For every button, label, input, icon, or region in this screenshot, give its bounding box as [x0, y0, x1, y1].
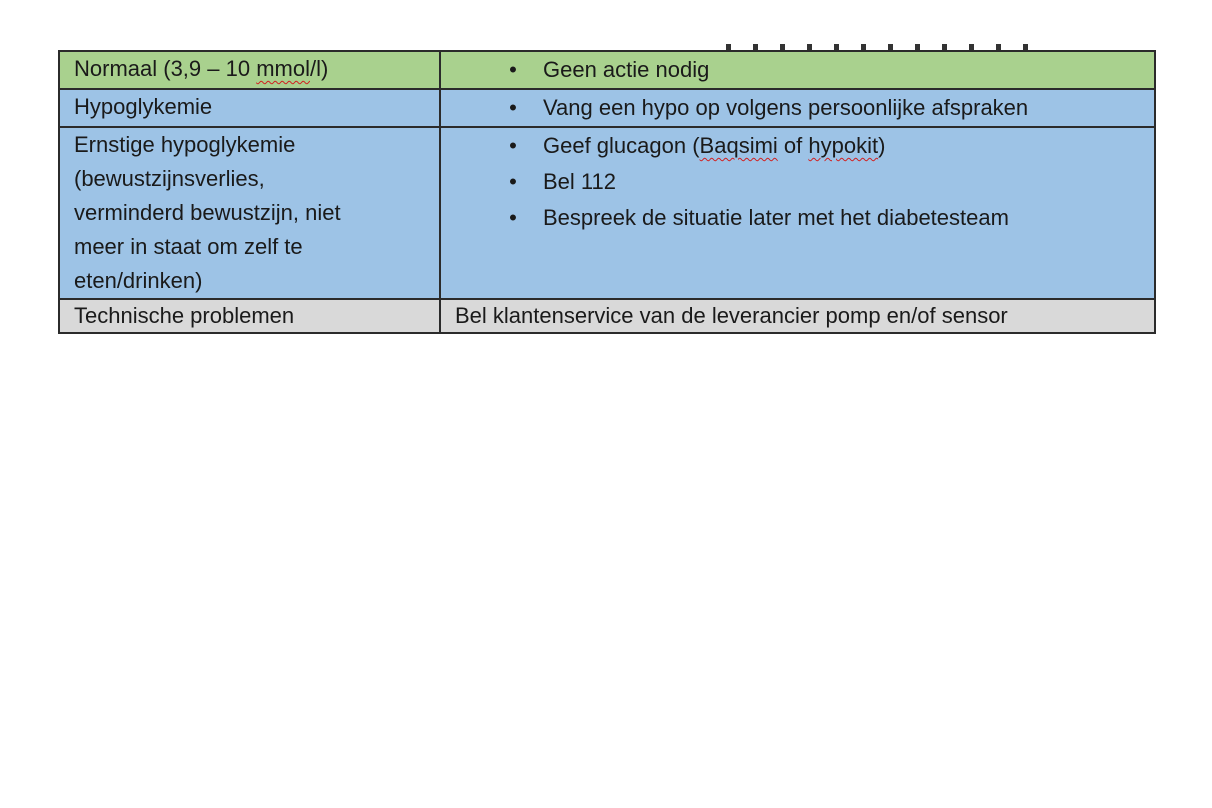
bullet-icon: •: [509, 205, 517, 230]
list-item: [503, 164, 1154, 200]
bullet-icon: •: [509, 57, 517, 82]
situation-line: Ernstige hypoglykemie: [74, 132, 296, 157]
bullet-icon: •: [509, 95, 517, 120]
situation-text: Normaal (3,9 – 10: [74, 56, 257, 81]
bullet-icon: •: [509, 133, 517, 158]
situation-text: /l): [309, 56, 329, 81]
table-row-hypoglycemia: [59, 89, 1155, 127]
situation-text: Hypoglykemie: [74, 94, 213, 119]
spellcheck-word: Baqsimi: [699, 133, 778, 158]
list-item: [503, 200, 1154, 236]
action-text: Geef glucagon (: [543, 133, 700, 158]
situation-line: verminderd bewustzijn, niet: [74, 200, 341, 225]
action-list: [455, 52, 1154, 88]
action-text: Geen actie nodig: [543, 57, 710, 82]
list-item: [503, 52, 1154, 88]
list-item: [503, 128, 1154, 164]
situation-cell: [59, 51, 440, 89]
action-cell: [440, 89, 1155, 127]
action-cell: [440, 127, 1155, 299]
action-list: [455, 90, 1154, 126]
bullet-icon: •: [509, 169, 517, 194]
table-row-technical-problems: [59, 299, 1155, 333]
action-text: Bel klantenservice van de leverancier pomp en/of sensor: [455, 303, 1008, 328]
table-row-severe-hypoglycemia: [59, 127, 1155, 299]
glucose-guidance-table: [58, 50, 1156, 334]
situation-cell: [59, 299, 440, 333]
situation-line: eten/drinken): [74, 268, 203, 293]
action-text: ): [878, 133, 886, 158]
table-row-normal: [59, 51, 1155, 89]
action-text: Bel 112: [543, 169, 616, 194]
situation-line: meer in staat om zelf te: [74, 234, 303, 259]
spellcheck-word: hypokit: [808, 133, 879, 158]
action-text: Bespreek de situatie later met het diabetesteam: [543, 205, 1009, 230]
action-text: Vang een hypo op volgens persoonlijke afspraken: [543, 95, 1029, 120]
action-list: [455, 128, 1154, 236]
action-text: of: [777, 133, 809, 158]
list-item: [503, 90, 1154, 126]
situation-text: Technische problemen: [74, 303, 295, 328]
action-cell: [440, 51, 1155, 89]
situation-cell: [59, 89, 440, 127]
situation-cell: [59, 127, 440, 299]
action-cell: [440, 299, 1155, 333]
glucose-guidance-table-container: [58, 50, 1154, 334]
situation-line: (bewustzijnsverlies,: [74, 166, 265, 191]
spellcheck-word: mmol: [256, 56, 310, 81]
